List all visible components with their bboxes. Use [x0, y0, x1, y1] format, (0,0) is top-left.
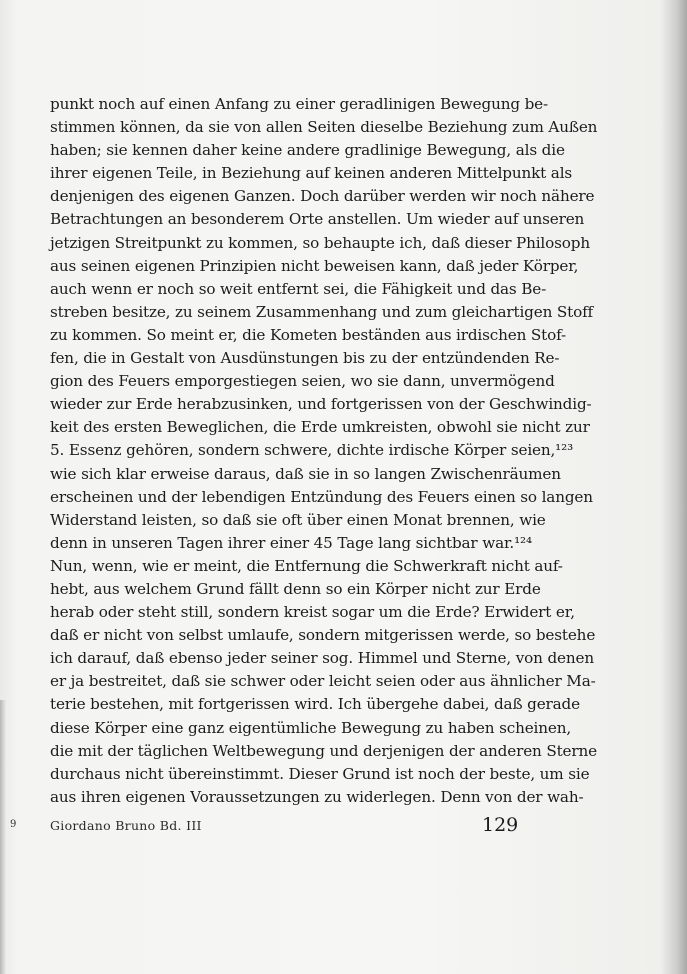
text-line: haben; sie kennen daher keine andere gradlinige Bewegung, als die	[50, 141, 565, 160]
text-line: 5. Essenz gehören, sondern schwere, dichte irdische Körper seien,¹²³	[50, 441, 574, 460]
text-line: Widerstand leisten, so daß sie oft über einen Monat brennen, wie	[50, 510, 546, 529]
text-line: durchaus nicht übereinstimmt. Dieser Grund ist noch der beste, um sie	[50, 764, 590, 783]
text-line: denjenigen des eigenen Ganzen. Doch darüber werden wir noch nähere	[50, 187, 595, 206]
text-line: ich darauf, daß ebenso jeder seiner sog. Himmel und Sterne, von denen	[50, 649, 594, 668]
text-line: diese Körper eine ganz eigentümliche Bewegung zu haben scheinen,	[50, 718, 572, 737]
text-line: herab oder steht still, sondern kreist sogar um die Erde? Erwidert er,	[50, 603, 575, 622]
text-line: die mit der täglichen Weltbewegung und derjenigen der anderen Sterne	[50, 741, 597, 760]
text-line: er ja bestreitet, daß sie schwer oder leicht seien oder aus ähnlicher Ma-	[50, 672, 596, 691]
body-text	[50, 93, 598, 809]
text-line: denn in unseren Tagen ihrer einer 45 Tage lang sichtbar war.¹²⁴	[50, 533, 532, 552]
text-line: jetzigen Streitpunkt zu kommen, so behaupte ich, daß dieser Philosoph	[50, 233, 590, 252]
text-line: erscheinen und der lebendigen Entzündung des Feuers einen so langen	[50, 487, 593, 506]
text-line: streben besitze, zu seinem Zusammenhang und zum gleichartigen Stoff	[50, 302, 594, 321]
page-number: 129	[482, 814, 519, 836]
signature-mark: 9	[10, 819, 17, 830]
text-line: terie bestehen, mit fortgerissen wird. Ich übergehe dabei, daß gerade	[50, 695, 580, 714]
text-line: stimmen können, da sie von allen Seiten dieselbe Beziehung zum Außen	[50, 118, 598, 137]
text-line: aus ihren eigenen Voraussetzungen zu widerlegen. Denn von der wah-	[50, 787, 584, 806]
text-line: zu kommen. So meint er, die Kometen beständen aus irdischen Stof-	[50, 325, 567, 344]
text-line: ihrer eigenen Teile, in Beziehung auf keinen anderen Mittelpunkt als	[50, 164, 573, 183]
text-line: punkt noch auf einen Anfang zu einer geradlinigen Bewegung be-	[50, 95, 548, 113]
text-line: wie sich klar erweise daraus, daß sie in so langen Zwischenräumen	[50, 464, 561, 483]
text-line: Nun, wenn, wie er meint, die Entfernung die Schwerkraft nicht auf-	[50, 556, 563, 575]
text-line: wieder zur Erde herabzusinken, und fortgerissen von der Geschwindig-	[50, 395, 592, 414]
text-line: daß er nicht von selbst umlaufe, sondern mitgerissen werde, so bestehe	[50, 626, 596, 645]
text-line: hebt, aus welchem Grund fällt denn so ein Körper nicht zur Erde	[50, 579, 541, 598]
text-line: auch wenn er noch so weit entfernt sei, die Fähigkeit und das Be-	[50, 279, 547, 298]
text-line: fen, die in Gestalt von Ausdünstungen bis zu der entzündenden Re-	[50, 349, 560, 368]
text-line: keit des ersten Beweglichen, die Erde umkreisten, obwohl sie nicht zur	[50, 418, 590, 437]
text-line: Betrachtungen an besonderem Orte anstellen. Um wieder auf unseren	[50, 210, 585, 229]
text-line: aus seinen eigenen Prinzipien nicht beweisen kann, daß jeder Körper,	[50, 256, 579, 275]
page-footer	[0, 816, 687, 840]
text-line: gion des Feuers emporgestiegen seien, wo sie dann, unvermögend	[50, 372, 555, 391]
footer-title: Giordano Bruno Bd. III	[50, 818, 202, 833]
